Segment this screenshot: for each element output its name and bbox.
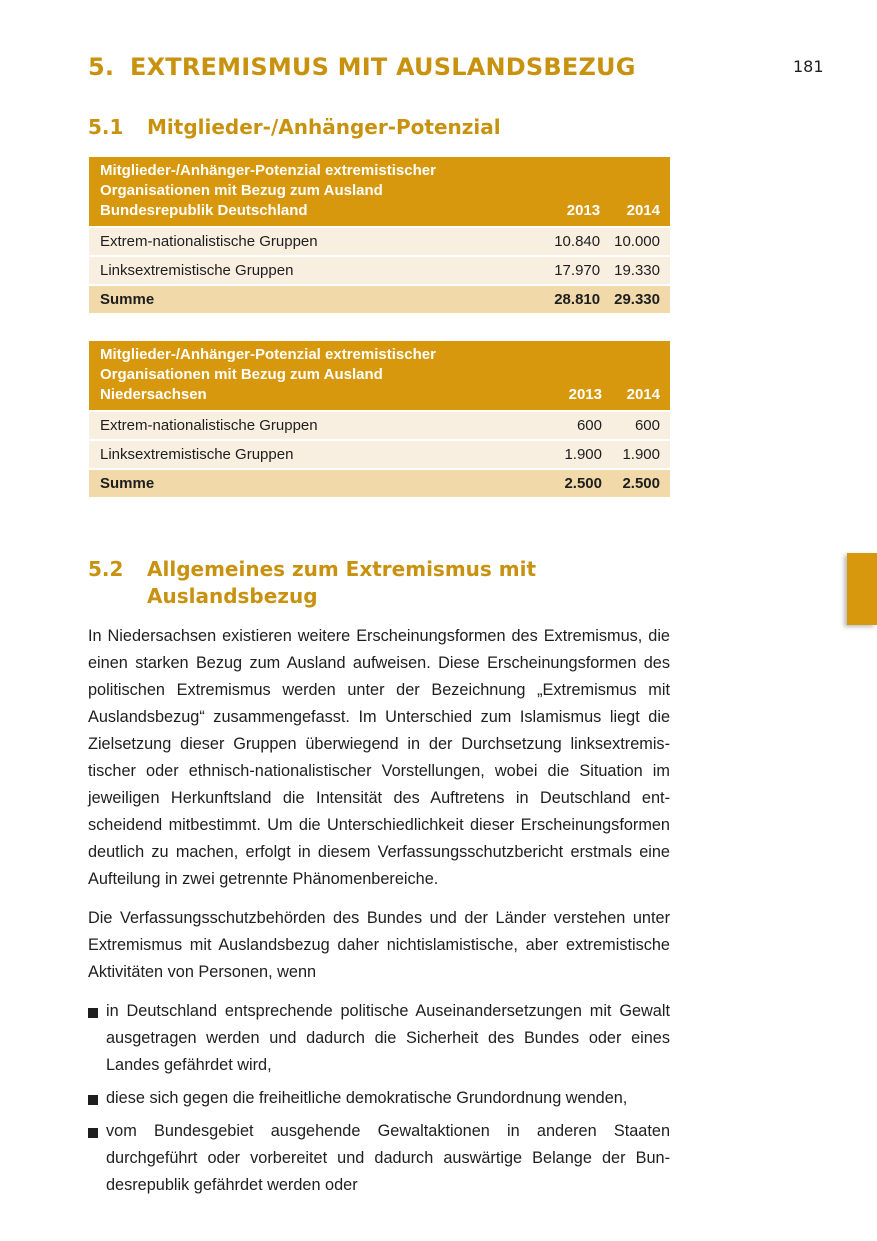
total-2013: 2.500 [538, 469, 612, 498]
total-2013: 28.810 [536, 285, 610, 314]
cell-2014: 10.000 [610, 227, 670, 256]
row-label: Linksextremistische Gruppen [89, 440, 538, 469]
chapter-title [88, 53, 636, 81]
section-title-line: Allgemeines zum Extremismus mit [147, 557, 537, 581]
list-item-text: in Deutschland entsprechende politische Auseinandersetzungen mit Gewalt ausgetragen werden und dadurch die Sicherheit des Bundes oder eines Landes gefährdet wird, [106, 1002, 670, 1074]
caption-line: Mitglieder-/Anhänger-Potenzial extremistischer [100, 162, 436, 179]
square-bullet-icon [88, 1095, 98, 1105]
list-item [88, 998, 670, 1079]
caption-line: Bundesrepublik Deutschland [100, 202, 308, 219]
cell-2014: 1.900 [612, 440, 670, 469]
list-item [88, 1085, 670, 1112]
cell-2013: 600 [538, 411, 612, 440]
caption-line: Niedersachsen [100, 386, 207, 403]
section-heading-5-2 [88, 556, 536, 610]
section-title: Mitglieder-/Anhänger-Potenzial [147, 115, 501, 139]
section-number: 5.2 [88, 557, 124, 581]
list-item-text: diese sich gegen die freiheitliche demokratische Grundordnung wenden, [106, 1089, 628, 1107]
chapter-thumb-tab [847, 553, 877, 625]
table-row [89, 256, 670, 285]
list-item [88, 1118, 670, 1199]
column-header-2013: 2013 [536, 157, 610, 227]
column-header-2014: 2014 [612, 341, 670, 411]
total-2014: 29.330 [610, 285, 670, 314]
row-label: Extrem-nationalistische Gruppen [89, 411, 538, 440]
row-label: Linksextremistische Gruppen [89, 256, 536, 285]
chapter-number: 5. [88, 53, 115, 81]
total-label: Summe [89, 285, 536, 314]
cell-2013: 10.840 [536, 227, 610, 256]
table-total-row [89, 285, 670, 314]
caption-line: Organisationen mit Bezug zum Ausland [100, 366, 383, 383]
section-number: 5.1 [88, 115, 124, 139]
caption-line: Organisationen mit Bezug zum Ausland [100, 182, 383, 199]
table-row [89, 227, 670, 256]
table-niedersachsen [89, 341, 670, 499]
row-label: Extrem-nationalistische Gruppen [89, 227, 536, 256]
chapter-title-text: EXTREMISMUS MIT AUSLANDSBEZUG [130, 53, 636, 81]
square-bullet-icon [88, 1128, 98, 1138]
total-label: Summe [89, 469, 538, 498]
table-caption [89, 341, 538, 411]
table-header-row [89, 341, 670, 411]
cell-2014: 19.330 [610, 256, 670, 285]
page-number: 181 [793, 57, 824, 76]
column-header-2013: 2013 [538, 341, 612, 411]
cell-2013: 17.970 [536, 256, 610, 285]
list-item-text: vom Bundesgebiet ausgehende Gewaltaktionen in anderen Staaten durchgeführt oder vorbereitet und dadurch auswärtige Belange der Bundesrepublik gefährdet werden oder [106, 1122, 670, 1194]
section-heading-5-1 [88, 114, 501, 141]
column-header-2014: 2014 [610, 157, 670, 227]
table-caption [89, 157, 536, 227]
table-header-row [89, 157, 670, 227]
cell-2013: 1.900 [538, 440, 612, 469]
square-bullet-icon [88, 1008, 98, 1018]
section-title-line: Auslandsbezug [147, 584, 318, 608]
table-federal [89, 157, 670, 315]
caption-line: Mitglieder-/Anhänger-Potenzial extremistischer [100, 346, 436, 363]
total-2014: 2.500 [612, 469, 670, 498]
cell-2014: 600 [612, 411, 670, 440]
paragraph: Die Verfassungsschutzbehörden des Bundes und der Länder verstehen unter Extremismus mit Auslandsbezug daher nichtislamistische, aber extremistische Aktivitäten von Personen, wenn [88, 909, 670, 981]
table-total-row [89, 469, 670, 498]
bullet-list [88, 998, 670, 1205]
table-row [89, 440, 670, 469]
paragraph: In Niedersachsen existieren weitere Erscheinungsformen des Extremismus, die einen starken Bezug zum Ausland aufweisen. Diese Erscheinungsformen des politischen Extremismus werden unter der Bezeichnung „Extremismus mit Auslandsbezug“ zusammengefasst. Im Unterschied zum Islamismus liegt die Zielsetzung dieser Gruppen überwiegend in der Durchsetzung linksextremistischer oder ethnisch-nationalistischer Vorstellungen, wobei die Situation im jeweiligen Herkunftsland die Intensität des Auftretens in Deutschland entscheidend mitbestimmt. Um die Unterschiedlichkeit dieser Erscheinungsformen deutlich zu machen, erfolgt in diesem Verfassungsschutzbericht erstmals eine Aufteilung in zwei getrennte Phänomenbereiche. [88, 627, 670, 888]
table-row [89, 411, 670, 440]
